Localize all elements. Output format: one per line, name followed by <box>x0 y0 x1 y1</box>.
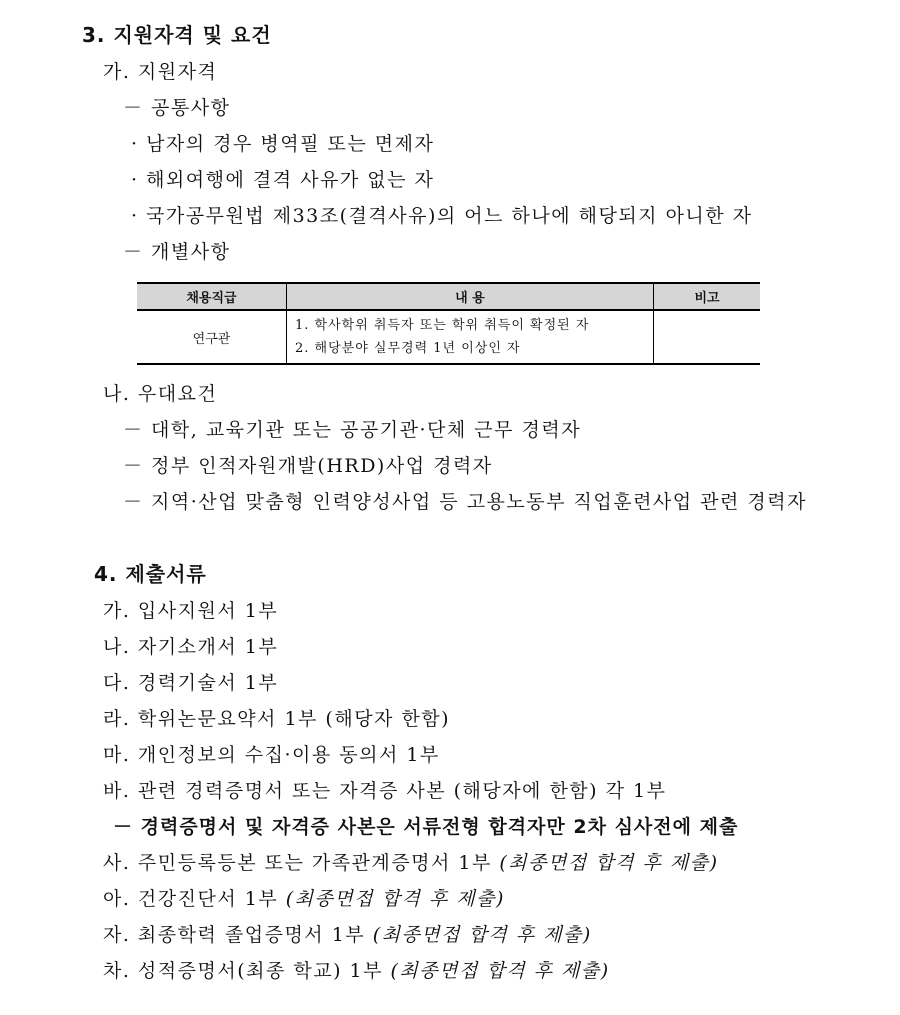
preference-item: － 대학, 교육기관 또는 공공기관·단체 근무 경력자 <box>123 419 582 441</box>
document-item-condition: (최종면접 합격 후 제출) <box>390 960 610 982</box>
table-header-row <box>137 283 760 310</box>
common-item: · 남자의 경우 병역필 또는 면제자 <box>131 133 435 155</box>
document-item <box>103 851 719 875</box>
qualification-heading: 가. 지원자격 <box>103 61 218 83</box>
section-4-title: 4. 제출서류 <box>94 562 207 586</box>
document-item: 라. 학위논문요약서 1부 (해당자 한함) <box>103 708 451 730</box>
document-item-condition: (최종면접 합격 후 제출) <box>372 924 592 946</box>
document-item <box>103 887 505 911</box>
document-item: 마. 개인정보의 수집·이용 동의서 1부 <box>103 744 440 766</box>
table-row <box>137 310 760 364</box>
table-header-cell: 채용직급 <box>137 283 287 310</box>
section-3-title: 3. 지원자격 및 요건 <box>82 23 272 47</box>
document-item: 나. 자기소개서 1부 <box>103 636 279 658</box>
document-item <box>103 959 610 983</box>
preference-heading: 나. 우대요건 <box>103 383 218 405</box>
submission-note: － 경력증명서 및 자격증 사본은 서류전형 합격자만 2차 심사전에 제출 <box>113 816 739 838</box>
table-header-cell: 내 용 <box>287 283 654 310</box>
document-item: 바. 관련 경력증명서 또는 자격증 사본 (해당자에 한함) 각 1부 <box>103 780 667 802</box>
common-requirements-heading: － 공통사항 <box>123 97 231 119</box>
preference-item: － 지역·산업 맞춤형 인력양성사업 등 고용노동부 직업훈련사업 관련 경력자 <box>123 491 807 513</box>
preference-item: － 정부 인적자원개발(HRD)사업 경력자 <box>123 455 493 477</box>
detail-line: 1. 학사학위 취득자 또는 학위 취득이 확정된 자 <box>295 318 590 333</box>
table-header-cell: 비고 <box>654 283 761 310</box>
position-cell: 연구관 <box>137 310 287 364</box>
individual-requirements-heading: － 개별사항 <box>123 241 231 263</box>
details-cell <box>287 310 654 364</box>
document-item: 가. 입사지원서 1부 <box>103 600 279 622</box>
common-item: · 해외여행에 결격 사유가 없는 자 <box>131 169 435 191</box>
document-item-text: 사. 주민등록등본 또는 가족관계증명서 1부 <box>103 852 500 874</box>
common-item: · 국가공무원법 제33조(결격사유)의 어느 하나에 해당되지 아니한 자 <box>131 205 753 227</box>
detail-line: 2. 해당분야 실무경력 1년 이상인 자 <box>295 341 521 356</box>
document-item-condition: (최종면접 합격 후 제출) <box>499 852 719 874</box>
document-item <box>103 923 592 947</box>
document-item: 다. 경력기술서 1부 <box>103 672 279 694</box>
requirements-table <box>137 282 760 365</box>
note-cell <box>654 310 761 364</box>
document-item-condition: (최종면접 합격 후 제출) <box>285 888 505 910</box>
document-item-text: 자. 최종학력 졸업증명서 1부 <box>103 924 373 946</box>
document-item-text: 차. 성적증명서(최종 학교) 1부 <box>103 960 391 982</box>
document-item-text: 아. 건강진단서 1부 <box>103 888 286 910</box>
